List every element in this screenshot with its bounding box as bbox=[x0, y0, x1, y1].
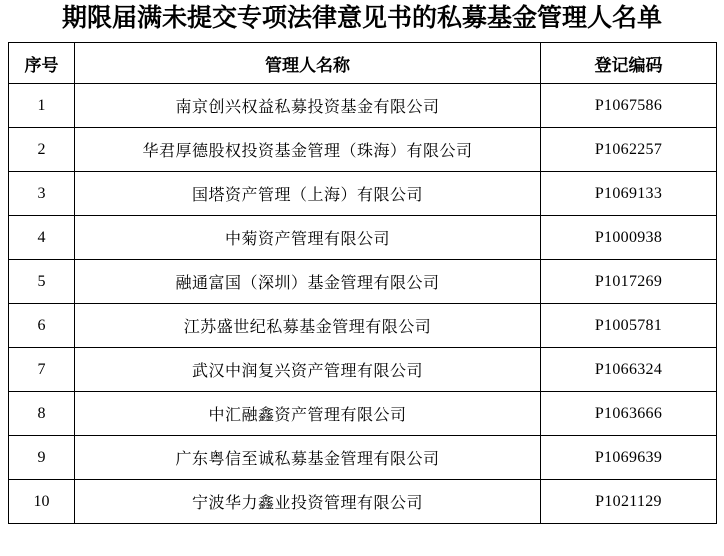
cell-manager-name: 广东粤信至诚私募基金管理有限公司 bbox=[75, 436, 541, 480]
cell-registration-code: P1005781 bbox=[541, 304, 717, 348]
cell-registration-code: P1069639 bbox=[541, 436, 717, 480]
cell-manager-name: 武汉中润复兴资产管理有限公司 bbox=[75, 348, 541, 392]
cell-index: 4 bbox=[9, 216, 75, 260]
table-header-row bbox=[9, 43, 717, 84]
cell-registration-code: P1062257 bbox=[541, 128, 717, 172]
table-row bbox=[9, 260, 717, 304]
column-header-index: 序号 bbox=[9, 43, 75, 84]
table-row bbox=[9, 436, 717, 480]
cell-manager-name: 南京创兴权益私募投资基金有限公司 bbox=[75, 84, 541, 128]
cell-index: 6 bbox=[9, 304, 75, 348]
table-header bbox=[9, 43, 717, 84]
table-body bbox=[9, 84, 717, 524]
cell-registration-code: P1066324 bbox=[541, 348, 717, 392]
cell-index: 7 bbox=[9, 348, 75, 392]
cell-index: 1 bbox=[9, 84, 75, 128]
cell-registration-code: P1000938 bbox=[541, 216, 717, 260]
cell-registration-code: P1017269 bbox=[541, 260, 717, 304]
cell-registration-code: P1063666 bbox=[541, 392, 717, 436]
column-header-code: 登记编码 bbox=[541, 43, 717, 84]
table-row bbox=[9, 216, 717, 260]
page-title: 期限届满未提交专项法律意见书的私募基金管理人名单 bbox=[61, 5, 662, 32]
manager-list-table bbox=[8, 42, 717, 524]
cell-index: 5 bbox=[9, 260, 75, 304]
cell-manager-name: 江苏盛世纪私募基金管理有限公司 bbox=[75, 304, 541, 348]
cell-index: 2 bbox=[9, 128, 75, 172]
cell-manager-name: 中汇融鑫资产管理有限公司 bbox=[75, 392, 541, 436]
cell-registration-code: P1021129 bbox=[541, 480, 717, 524]
table-row bbox=[9, 348, 717, 392]
cell-registration-code: P1067586 bbox=[541, 84, 717, 128]
table-row bbox=[9, 304, 717, 348]
table-row bbox=[9, 84, 717, 128]
cell-index: 3 bbox=[9, 172, 75, 216]
table-container bbox=[0, 42, 724, 524]
cell-registration-code: P1069133 bbox=[541, 172, 717, 216]
cell-manager-name: 国塔资产管理（上海）有限公司 bbox=[75, 172, 541, 216]
table-row bbox=[9, 480, 717, 524]
table-row bbox=[9, 392, 717, 436]
cell-manager-name: 宁波华力鑫业投资管理有限公司 bbox=[75, 480, 541, 524]
table-row bbox=[9, 128, 717, 172]
cell-manager-name: 融通富国（深圳）基金管理有限公司 bbox=[75, 260, 541, 304]
cell-index: 10 bbox=[9, 480, 75, 524]
column-header-name: 管理人名称 bbox=[75, 43, 541, 84]
cell-manager-name: 中菊资产管理有限公司 bbox=[75, 216, 541, 260]
table-row bbox=[9, 172, 717, 216]
cell-manager-name: 华君厚德股权投资基金管理（珠海）有限公司 bbox=[75, 128, 541, 172]
cell-index: 9 bbox=[9, 436, 75, 480]
cell-index: 8 bbox=[9, 392, 75, 436]
